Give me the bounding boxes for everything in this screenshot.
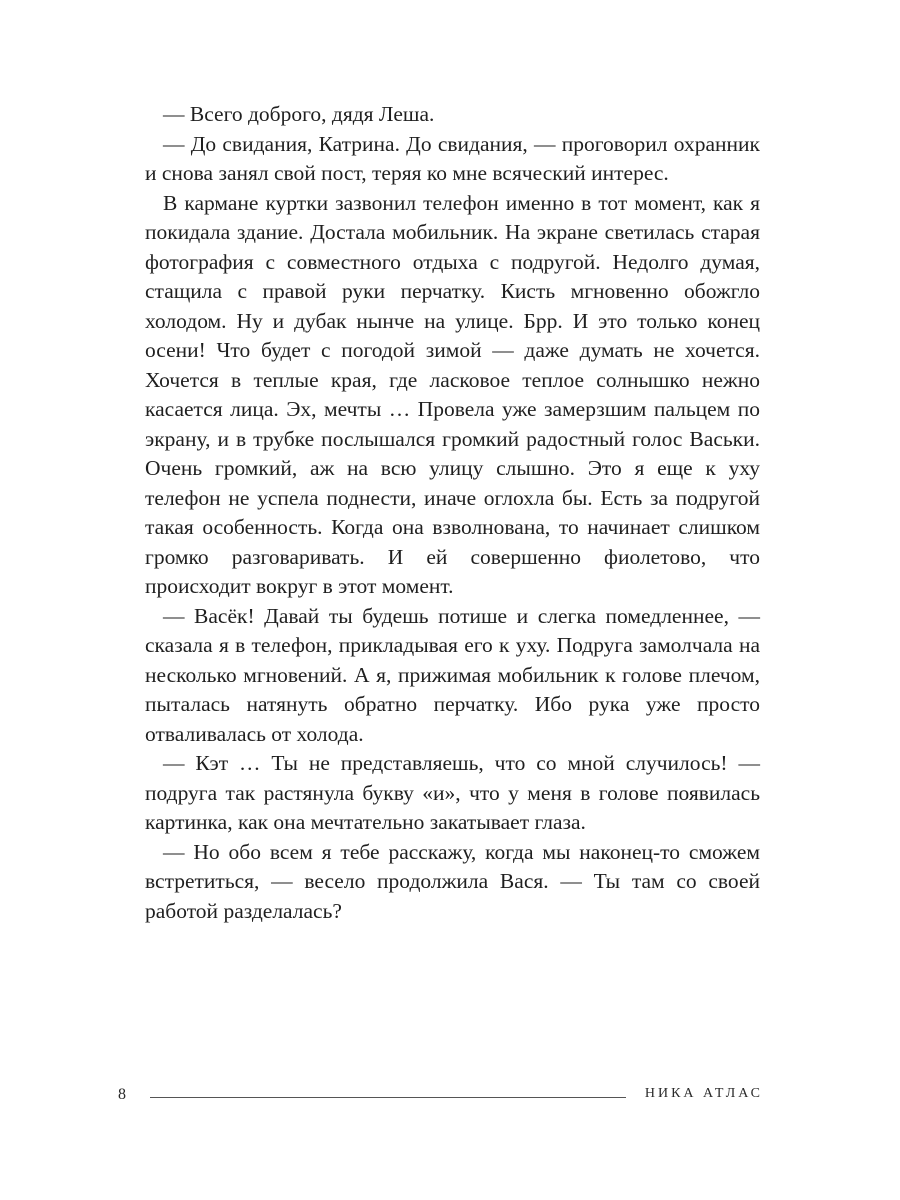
paragraph: — Но обо всем я тебе расскажу, когда мы наконец-то сможем встретиться, — весело продолжила Вася. — Ты там со своей работой разделалась? <box>145 839 760 923</box>
paragraph: — Васёк! Давай ты будешь потише и слегка помедленнее, — сказала я в телефон, прикладывая его к уху. Подруга замолчала на несколько мгновений. А я, прижимая мобильник к голове плечом, пыталась натянуть обратно перчатку. Ибо рука уже просто отваливалась от холода. <box>145 603 760 746</box>
page-footer <box>118 1086 763 1110</box>
paragraph: В кармане куртки зазвонил телефон именно в тот момент, как я покидала здание. Достала мобильник. На экране светилась старая фотография с совместного отдыха с подругой. Недолго думая, стащила с правой руки перчатку. Кисть мгновенно обожгло холодом. Ну и дубак нынче на улице. Брр. И это только конец осени! Что будет с погодой зимой — даже думать не хочется. Хочется в теплые края, где ласковое теплое солнышко нежно касается лица. Эх, мечты … Провела уже замерзшим пальцем по экрану, и в трубке послышался громкий радостный голос Васьки. Очень громкий, аж на всю улицу слышно. Это я еще к уху телефон не успела поднести, иначе оглохла бы. Есть за подругой такая особенность. Когда она взволнована, то начинает слишком громко разговаривать. И ей совершенно фиолетово, что происходит вокруг в этот момент. <box>145 190 760 598</box>
paragraph: — Кэт … Ты не представляешь, что со мной случилось! — подруга так растянула букву «и», что у меня в голове появилась картинка, как она мечтательно закатывает глаза. <box>145 751 760 834</box>
page-number: 8 <box>118 1086 126 1103</box>
footer-divider <box>150 1097 626 1098</box>
running-header-author: НИКА АТЛАС <box>644 1086 763 1101</box>
book-page-text <box>145 100 760 926</box>
paragraph: — Всего доброго, дядя Леша. <box>163 102 435 126</box>
paragraph: — До свидания, Катрина. До свидания, — проговорил охранник и снова занял свой пост, теряя ко мне всяческий интерес. <box>145 131 760 185</box>
